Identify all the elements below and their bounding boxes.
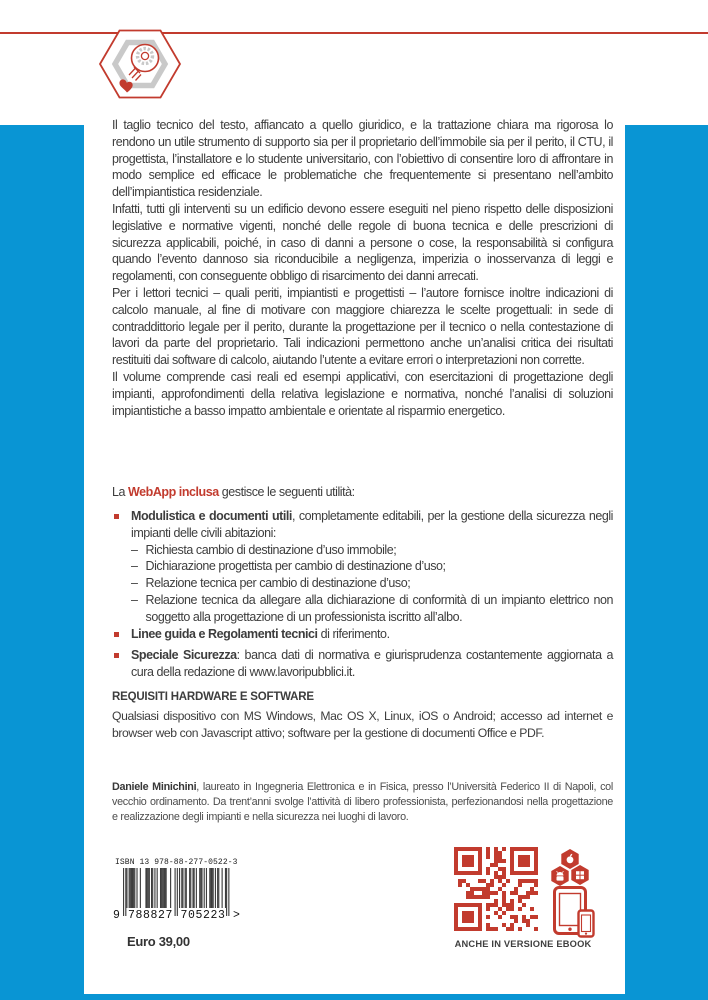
feature-subitem: – Dichiarazione progettista per cambio di destinazione d’uso; [131,558,613,575]
requirements-body: Qualsiasi dispositivo con MS Windows, Mac OS X, Linux, iOS o Android; accesso ad internet e browser web con Javascript attivo; software per la gestione di documenti Office e PDF. [112,709,613,740]
feature-item-modulistica [112,508,613,626]
paragraph: Il taglio tecnico del testo, affiancato a quello giuridico, e la trattazione chiara ma rigorosa lo rendono un utile strumento di supporto sia per il proprietario dell’immobile sia per il perito, il CTU, il progettista, l’installatore e lo studente universitario, con l’obiettivo di consentire loro di affrontare in modo semplice ed efficace le problematiche che frequentemente si presentano nell’ambito dell’impiantistica residenziale. [112,118,613,200]
windows-hexagon-icon [571,865,588,885]
feature-text: , completamente editabili, per la gestione della sicurezza negli impianti delle civili abitazioni: [131,509,613,540]
qr-code-icon [454,847,538,931]
tablet-phone-icon [552,886,596,938]
left-blue-strip [0,125,84,1000]
feature-text: di riferimento. [317,627,390,641]
feature-bold: Modulistica e documenti utili [131,509,292,523]
webapp-prefix: La [112,485,129,499]
feature-bold: Linee guida e Regolamenti tecnici [131,627,318,641]
bottom-blue-bar [0,994,708,1000]
publisher-logo-icon [98,27,182,103]
bullet-square-icon [114,653,119,658]
barcode-digits: 9 788827 705223 > [113,909,241,922]
paragraph: Il volume comprende casi reali ed esempi applicativi, con esercitazioni di progettazione degli impianti, approfondimenti della relativa legislazione e normativa, nonché l’analisi di soluzioni impiantistiche a basso impatto ambientale e orientate al risparmio energetico. [112,369,613,418]
webapp-highlight: WebApp inclusa [128,485,219,499]
requirements-heading: REQUISITI HARDWARE E SOFTWARE [112,691,314,703]
author-bio-text: , laureato in Ingegneria Elettronica e in Fisica, presso l’Università Federico II di Napoli, col vecchio ordinamento. Da trent’anni svolge l’attività di libero professionista, perfezionandosi nella progettazione e realizzazione degli impianti e nella sicurezza nei luoghi di lavoro. [112,781,613,824]
author-bio [112,780,613,826]
feature-subitem: – Relazione tecnica per cambio di destinazione d’uso; [131,575,613,592]
feature-bold: Speciale Sicurezza [131,648,237,662]
feature-item-linee-guida [112,626,613,643]
ebook-caption: ANCHE IN VERSIONE EBOOK [454,939,592,949]
right-blue-strip [625,125,708,1000]
feature-subitem: – Richiesta cambio di destinazione d’uso immobile; [131,542,613,559]
webapp-intro-line [112,485,613,499]
intro-paragraphs [112,117,613,419]
platform-hexagons-icon [549,848,593,886]
webapp-suffix: gestisce le seguenti utilità: [218,485,355,499]
bullet-square-icon [114,514,119,519]
feature-item-speciale-sicurezza [112,647,613,681]
paragraph: Infatti, tutti gli interventi su un edificio devono essere eseguiti nel pieno rispetto delle disposizioni legislative e normative vigenti, nonché delle regole di buona tecnica e delle prescrizioni di sicurezza applicabili, poiché, in caso di danni a persone o cose, la responsabilità si configura quando l’evento dannoso sia riconducibile a negligenza, imperizia o inosservanza di leggi e regolamenti, con conseguente obbligo di risarcimento dei danni arrecati. [112,201,613,284]
author-name: Daniele Minichini [112,781,197,793]
feature-text: : banca dati di normativa e giurisprudenza costantemente aggiornata a cura della redazione di www.lavoripubblici.it. [131,648,613,679]
bullet-square-icon [114,632,119,637]
android-hexagon-icon [551,866,568,886]
isbn-label: ISBN 13 978-88-277-0522-3 [115,858,238,867]
isbn-barcode-block [113,858,245,922]
price-label: Euro 39,00 [127,934,190,949]
feature-subitem: – Relazione tecnica da allegare alla dichiarazione di conformità di un impianto elettrico non soggetto alla progettazione di un professionista iscritto all’albo. [131,592,613,626]
paragraph: Per i lettori tecnici – quali periti, impiantisti e progettisti – l’autore fornisce inoltre indicazioni di calcolo manuale, al fine di motivare con maggiore chiarezza le scelte progettuali: in sede di contraddittorio legale per il perito, durante la progettazione per il tecnico o nella contestazione di lavori da parte del proprietario. Tali indicazioni permettono anche un’analisi critica dei risultati restituiti dai software di calcolo, aiutando l’utente a evitare errori o interpretazioni non corrette. [112,285,613,368]
